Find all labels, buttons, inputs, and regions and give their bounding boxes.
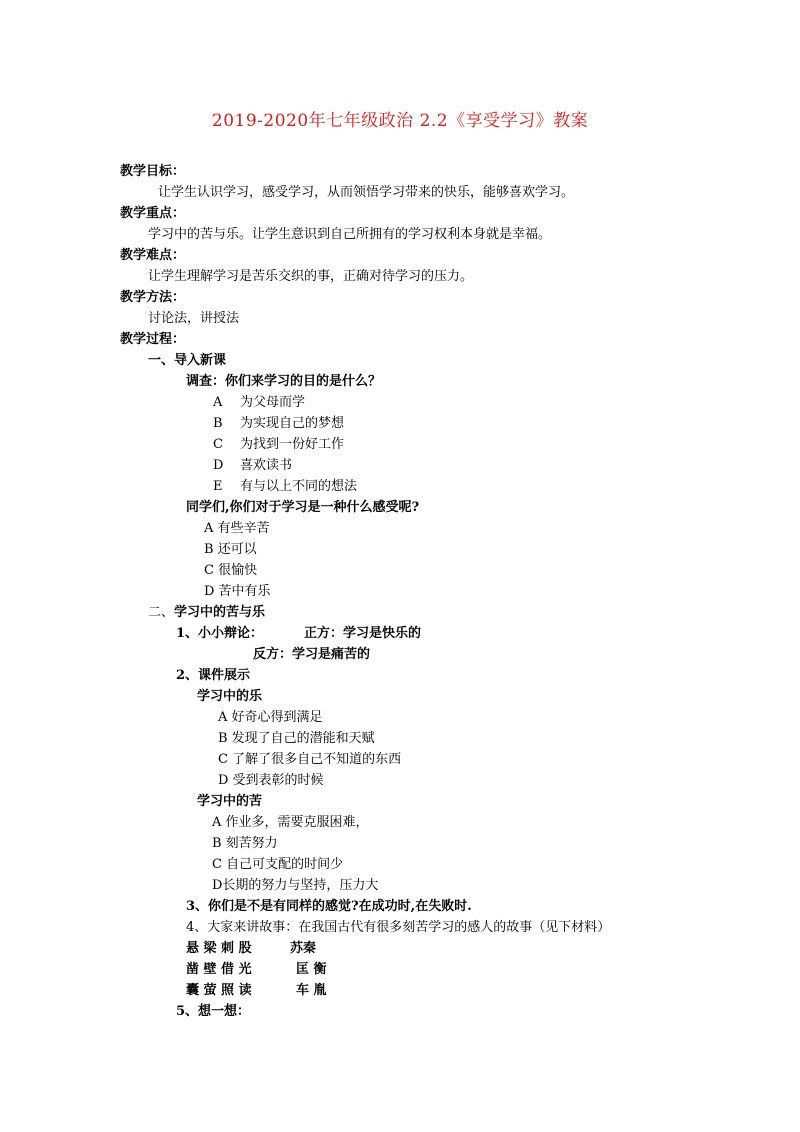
- feeling-question: 同学们,你们对于学习是一种什么感受呢?: [186, 500, 420, 515]
- teaching-process-label: 教学过程：: [120, 332, 186, 347]
- feeling-option: A 有些辛苦: [204, 521, 270, 536]
- joy-item: C 了解了很多自己不知道的东西: [218, 752, 402, 767]
- survey-option: [213, 394, 305, 412]
- debate-label: 1、小小辩论：: [176, 626, 264, 641]
- survey-question: 调查：你们来学习的目的是什么？: [186, 374, 382, 389]
- joy-item: A 好奇心得到满足: [218, 710, 323, 725]
- teaching-goal-text: 让学生认识学习，感受学习，从而领悟学习带来的快乐，能够喜欢学习。: [158, 185, 575, 200]
- bitter-item: B 刻苦努力: [212, 836, 278, 851]
- option-text: 有与以上不同的想法: [240, 479, 358, 494]
- bitter-item: D长期的努力与坚持，压力大: [212, 878, 379, 893]
- teaching-goal-label: 教学目标：: [120, 164, 186, 179]
- debate-con: 反方：学习是痛苦的: [253, 647, 371, 662]
- courseware-label: 2、课件展示: [176, 668, 251, 683]
- option-text: 为父母而学: [240, 395, 306, 410]
- teaching-method-label: 教学方法：: [120, 290, 186, 305]
- teaching-difficulty-text: 让学生理解学习是苦乐交织的事，正确对待学习的压力。: [148, 269, 474, 284]
- story-idiom: 囊 萤 照 读: [186, 983, 252, 998]
- feeling-option: D 苦中有乐: [204, 584, 271, 599]
- teaching-difficulty-label: 教学难点：: [120, 248, 186, 263]
- item-3: 3、你们是不是有同样的感觉?在成功时,在失败时.: [186, 899, 472, 914]
- joy-item: D 受到表彰的时候: [218, 773, 324, 788]
- item-5: 5、想一想：: [176, 1004, 251, 1019]
- joy-heading: 学习中的乐: [197, 689, 263, 704]
- teaching-method-text: 讨论法，讲授法: [148, 311, 240, 326]
- story-person: 匡 衡: [296, 962, 327, 977]
- option-letter: E: [213, 479, 223, 494]
- section2-heading: 二、学习中的苦与乐: [148, 605, 266, 620]
- story-idiom: 悬 梁 刺 股: [186, 941, 252, 956]
- joy-item: B 发现了自己的潜能和天赋: [218, 731, 375, 746]
- story-person: 车 胤: [296, 983, 327, 998]
- survey-option: [213, 478, 357, 496]
- feeling-option: C 很愉快: [204, 563, 258, 578]
- survey-option: [213, 436, 344, 454]
- option-letter: B: [213, 416, 223, 431]
- option-letter: D: [213, 458, 224, 473]
- bitter-item: C 自己可支配的时间少: [212, 857, 344, 872]
- section2-heading-text: 学习中的苦与乐: [174, 605, 266, 620]
- teaching-key-text: 学习中的苦与乐。让学生意识到自己所拥有的学习权利本身就是幸福。: [148, 227, 552, 242]
- option-text: 喜欢读书: [240, 458, 293, 473]
- debate-pro: 正方：学习是快乐的: [304, 626, 422, 641]
- bitter-item: A 作业多，需要克服困难，: [212, 815, 369, 830]
- bitter-heading: 学习中的苦: [197, 794, 263, 809]
- survey-option: [213, 415, 344, 433]
- section1-heading: 一、导入新课: [148, 353, 227, 368]
- survey-option: [213, 457, 292, 475]
- feeling-option: B 还可以: [204, 542, 257, 557]
- story-idiom: 凿 壁 借 光: [186, 962, 252, 977]
- option-letter: A: [213, 395, 223, 410]
- story-person: 苏秦: [290, 941, 317, 956]
- option-text: 为实现自己的梦想: [240, 416, 345, 431]
- item-4: 4、大家来讲故事：在我国古代有很多刻苦学习的感人的故事（见下材料）: [186, 920, 611, 935]
- teaching-key-label: 教学重点：: [120, 206, 186, 221]
- option-letter: C: [213, 437, 223, 452]
- option-text: 为找到一份好工作: [240, 437, 345, 452]
- document-title: 2019-2020年七年级政治 2.2《享受学习》教案: [211, 111, 589, 131]
